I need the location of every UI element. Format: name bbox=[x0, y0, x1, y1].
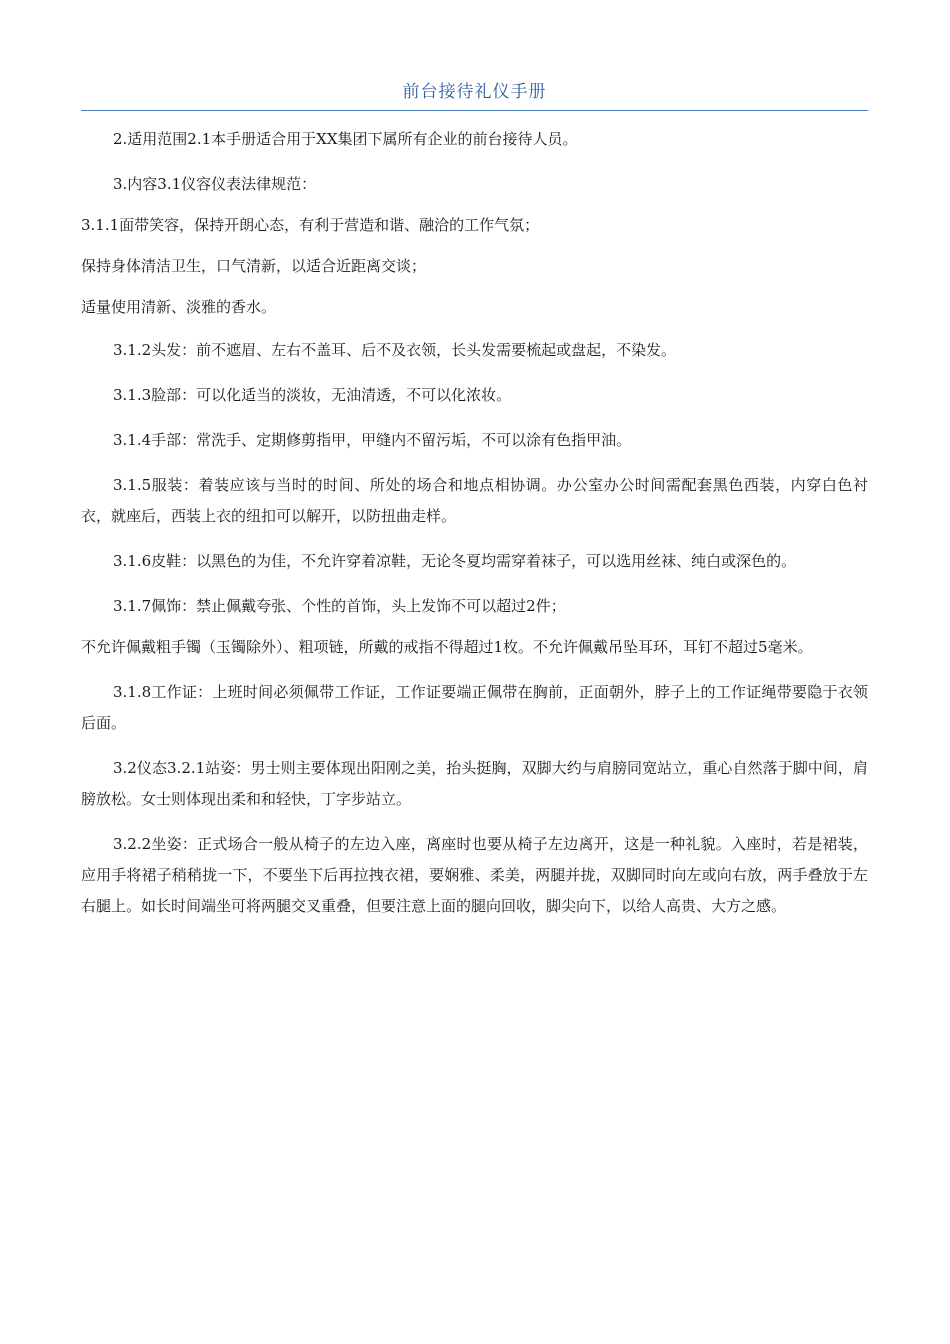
paragraph-3-1-8-badge: 3.1.8工作证：上班时间必须佩带工作证，工作证要端正佩带在胸前，正面朝外，脖子上的工作证绳带要隐于衣领后面。 bbox=[81, 683, 868, 732]
paragraph-3-1-4-hands: 3.1.4手部：常洗手、定期修剪指甲，甲缝内不留污垢，不可以涂有色指甲油。 bbox=[113, 431, 632, 449]
page-header bbox=[81, 80, 868, 111]
paragraph-3-2-2-sitting: 3.2.2坐姿：正式场合一般从椅子的左边入座，离座时也要从椅子左边离开，这是一种礼貌。入座时，若是裙装，应用手将裙子稍稍拢一下，不要坐下后再拉拽衣裙，要娴雅、柔美，两腿并拢，双脚同时向左或向右放，两手叠放于左右腿上。如长时间端坐可将两腿交叉重叠，但要注意上面的腿向回收，脚尖向下，以给人高贵、大方之感。 bbox=[81, 835, 868, 915]
paragraph-3-1-7-accessories: 3.1.7佩饰：禁止佩戴夸张、个性的首饰，头上发饰不可以超过2件； bbox=[113, 597, 566, 615]
paragraph-3-1-2-hair: 3.1.2头发：前不遮眉、左右不盖耳、后不及衣领，长头发需要梳起或盘起，不染发。 bbox=[113, 341, 677, 359]
paragraph-3-1-3-face: 3.1.3脸部：可以化适当的淡妆，无油清透，不可以化浓妆。 bbox=[113, 386, 512, 404]
paragraph-3-1-6-shoes: 3.1.6皮鞋：以黑色的为佳，不允许穿着凉鞋，无论冬夏均需穿着袜子，可以选用丝袜、纯白或深色的。 bbox=[113, 552, 797, 570]
paragraph-3-1-1: 3.1.1面带笑容，保持开朗心态，有利于营造和谐、融洽的工作气氛； bbox=[81, 216, 540, 234]
paragraph-accessories-detail: 不允许佩戴粗手镯（玉镯除外）、粗项链，所戴的戒指不得超过1枚。不允许佩戴吊坠耳环，耳钉不超过5毫米。 bbox=[81, 638, 813, 656]
paragraph-scope: 2.适用范围2.1本手册适合用于XX集团下属所有企业的前台接待人员。 bbox=[113, 130, 578, 148]
paragraph-hygiene: 保持身体清洁卫生，口气清新，以适合近距离交谈； bbox=[81, 257, 427, 275]
paragraph-3-1-5-clothing: 3.1.5服装：着装应该与当时的时间、所处的场合和地点相协调。办公室办公时间需配套黑色西装，内穿白色衬衣，就座后，西装上衣的纽扣可以解开，以防扭曲走样。 bbox=[81, 476, 868, 525]
paragraph-3-2-posture: 3.2仪态3.2.1站姿：男士则主要体现出阳刚之美，抬头挺胸，双脚大约与肩膀同宽站立，重心自然落于脚中间，肩膀放松。女士则体现出柔和和轻快，丁字步站立。 bbox=[81, 759, 868, 808]
paragraph-content-heading: 3.内容3.1仪容仪表法律规范： bbox=[113, 175, 317, 193]
paragraph-perfume: 适量使用清新、淡雅的香水。 bbox=[81, 298, 277, 316]
document-body bbox=[81, 124, 868, 936]
header-title: 前台接待礼仪手册 bbox=[402, 82, 547, 102]
